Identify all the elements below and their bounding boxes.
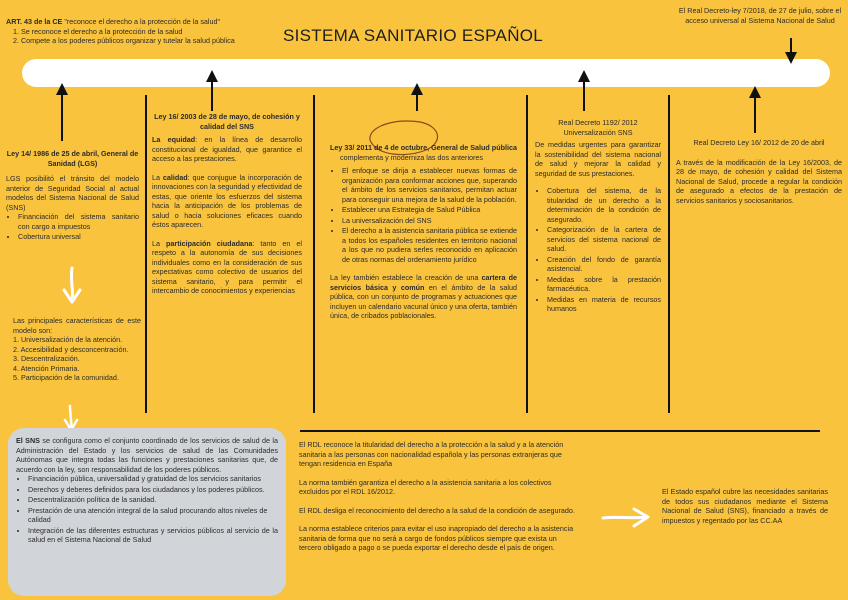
list-item: • La universalización del SNS [342,216,517,226]
list-item: • Financiación pública, universalidad y gratuidad de los servicios sanitarios [28,474,278,484]
ley-16-2003-heading: Ley 16/ 2003 de 28 de mayo, de cohesión y calidad del SNS [154,112,300,131]
rdl-paragraph-2: La norma también garantiza el derecho a la asistencia sanitaria a los colectivos excluidos por el RDL 16/2012. [299,477,552,496]
rd-ley-16-2012 [676,138,842,205]
caracteristicas-intro: Las principales características de este modelo son: [13,316,141,335]
sns-intro: El SNS se configura como el conjunto coordinado de los servicios de salud de la Administración del Estado y los servicios de salud de las Comunidades Autónomas que integra todas las funciones y prestaciones sanitarias que, de acuerdo con la ley, son responsabilidad de los poderes públicos. [16,436,278,474]
list-item: • Integración de las diferentes estructuras y servicios públicos al servicio de la salud en el Sistema Nacional de Salud [28,526,278,545]
rd-1192-2012-text: De medidas urgentes para garantizar la sostenibilidad del sistema nacional de salud y mejorar la calidad y seguridad de sus prestaciones. [535,140,661,178]
horizontal-divider [300,430,820,432]
rd-ley-16-2012-text: A través de la modificación de la Ley 16/2003, de 28 de mayo, de cohesión y calidad del Sistema Nacional de Salud, procede a regular la condición de asegurado a efectos de la prestación de servicios sanitarios y sociosanitarios. [676,157,842,205]
rd-1192-2012 [535,118,661,315]
rd-ley-16-2012-heading: Real Decreto Ley 16/ 2012 de 20 de abril [693,138,825,147]
list-item: • Financiación del sistema sanitario con cargo a impuestos [18,212,139,231]
page-title: SISTEMA SANITARIO ESPAÑOL [283,26,544,45]
list-item: 3. Descentralización. [13,354,80,363]
rdl-block [299,440,581,553]
list-item: 2. Accesibilidad y desconcentración. [13,344,129,354]
list-item: • Medidas sobre la prestación farmacéutica. [547,275,661,294]
rdl-paragraph-4: La norma establece criterios para evitar el uso inapropiado del derecho a la asistencia sanitaria de forma que no será a cargo de fondos públicos siempre que exista un tercero obligado a pago o se pueda exportar el derecho desde el país de origen. [299,524,574,552]
ley-16-2003 [152,112,302,296]
list-item: • Creación del fondo de garantía asistencial. [547,255,661,274]
ley-33-2011-subheading: complementa y moderniza las dos anteriores [340,152,484,162]
list-item: • Cobertura universal [18,232,139,242]
equidad-text: La equidad: en la línea de desarrollo constitucional de igualdad, que garantice el acceso a las prestaciones. [152,135,302,163]
list-item: • Descentralización política de la sanidad. [28,495,278,505]
ley-33-2011-heading: Ley 33/ 2011 de 4 de octubre, General de Salud pública [330,143,517,152]
divider [313,95,315,413]
white-arrow-right-icon [603,517,646,518]
real-decreto-7-2018: El Real Decreto-ley 7/2018, de 27 de julio, sobre el acceso universal al Sistema Nacional de Salud [678,6,842,25]
rdl-paragraph-1: El RDL reconoce la titularidad del derecho a la protección a la salud y a la atención sanitaria a las personas con nacionalidad española y las personas extranjeras que tengan residencia en España [299,440,564,468]
white-arrow-down-icon [70,406,71,428]
list-item: 1. Universalización de la atención. [13,335,123,344]
sns-box [8,428,286,596]
calidad-text: La calidad: que conjugue la incorporación de innovaciones con la seguridad y efectividad de estas, que oriente los esfuerzos del sistema hacia la anticipación de los problemas de salud o hacia soluciones eficaces cuando éstos aparecen. [152,172,302,229]
ley-14-1986 [6,149,139,243]
ley-33-2011 [330,143,517,321]
divider [668,95,670,413]
list-item: • Cobertura del sistema, de la titularidad de un derecho a la determinación de la condición de asegurado. [547,186,661,224]
rd-1192-2012-heading: Real Decreto 1192/ 2012 Universalización SNS [558,118,638,137]
art43-item-1: 1. Se reconoce el derecho a la protección de la salud [13,26,183,36]
divider [145,95,147,413]
list-item: 4. Atención Primaria. [13,363,80,373]
art43-heading: ART. 43 de la CE "reconoce el derecho a la protección de la salud" [6,17,221,26]
list-item: • Categorización de la cartera de servicios del sistema nacional de salud. [547,225,661,254]
list-item: • Medidas en materia de recursos humanos [547,295,661,314]
list-item: 5. Participación de la comunidad. [13,373,119,382]
list-item: • El enfoque se dirija a establecer nuevas formas de organización para conformar acciones que, superando el ámbito de los servicios sanitarios, permitan actuar para conseguir una mejora de la salud de la población. [342,166,517,204]
ley-14-1986-heading: Ley 14/ 1986 de 25 de abril, General de Sanidad (LGS) [6,149,139,168]
participacion-text: La participación ciudadana: tanto en el respeto a la autonomía de sus decisiones individuales como en la consideración de sus expectativas como colectivo de usuarios del sistema sanitario, y para permitir el intercambio de conocimientos y experiencias [152,238,302,295]
caracteristicas [13,316,141,383]
list-item: • El derecho a la asistencia sanitaria pública se extiende a todos los españoles residentes en territorio nacional a los que no pudiera serles reconocido en aplicación de otras normas del ordenamiento jurídico [342,226,517,264]
art43-item-2: 2. Compete a los poderes públicos organizar y tutelar la salud pública [13,36,235,45]
ley-33-2011-paragraph: La ley también establece la creación de una cartera de servicios básica y común en el ámbito de la salud pública, con un conjunto de programas y actuaciones que incluyen un calendario vacunal único y una oferta, también única, de cribados poblacionales. [330,273,517,320]
ley-14-1986-text: LGS posibilitó el tránsito del modelo anterior de Seguridad Social al actual modelos del Sistema Nacional de Salud (SNS) [6,174,139,212]
estado-text: El Estado español cubre las necesidades sanitarias de todos sus ciudadanos mediante el Sistema Nacional de Salud (SNS), financiado a través de impuestos y regentado por las CC.AA [662,487,828,525]
list-item: • Prestación de una atención integral de la salud procurando altos niveles de calidad [28,506,278,525]
divider [526,95,528,413]
white-arrow-down-icon [71,268,72,300]
rdl-paragraph-3: El RDL desliga el reconocimiento del derecho a la salud de la condición de asegurado. [299,505,575,515]
list-item: • Establecer una Estrategia de Salud Pública [342,205,517,215]
list-item: • Derechos y deberes definidos para los ciudadanos y los poderes públicos. [28,485,278,495]
